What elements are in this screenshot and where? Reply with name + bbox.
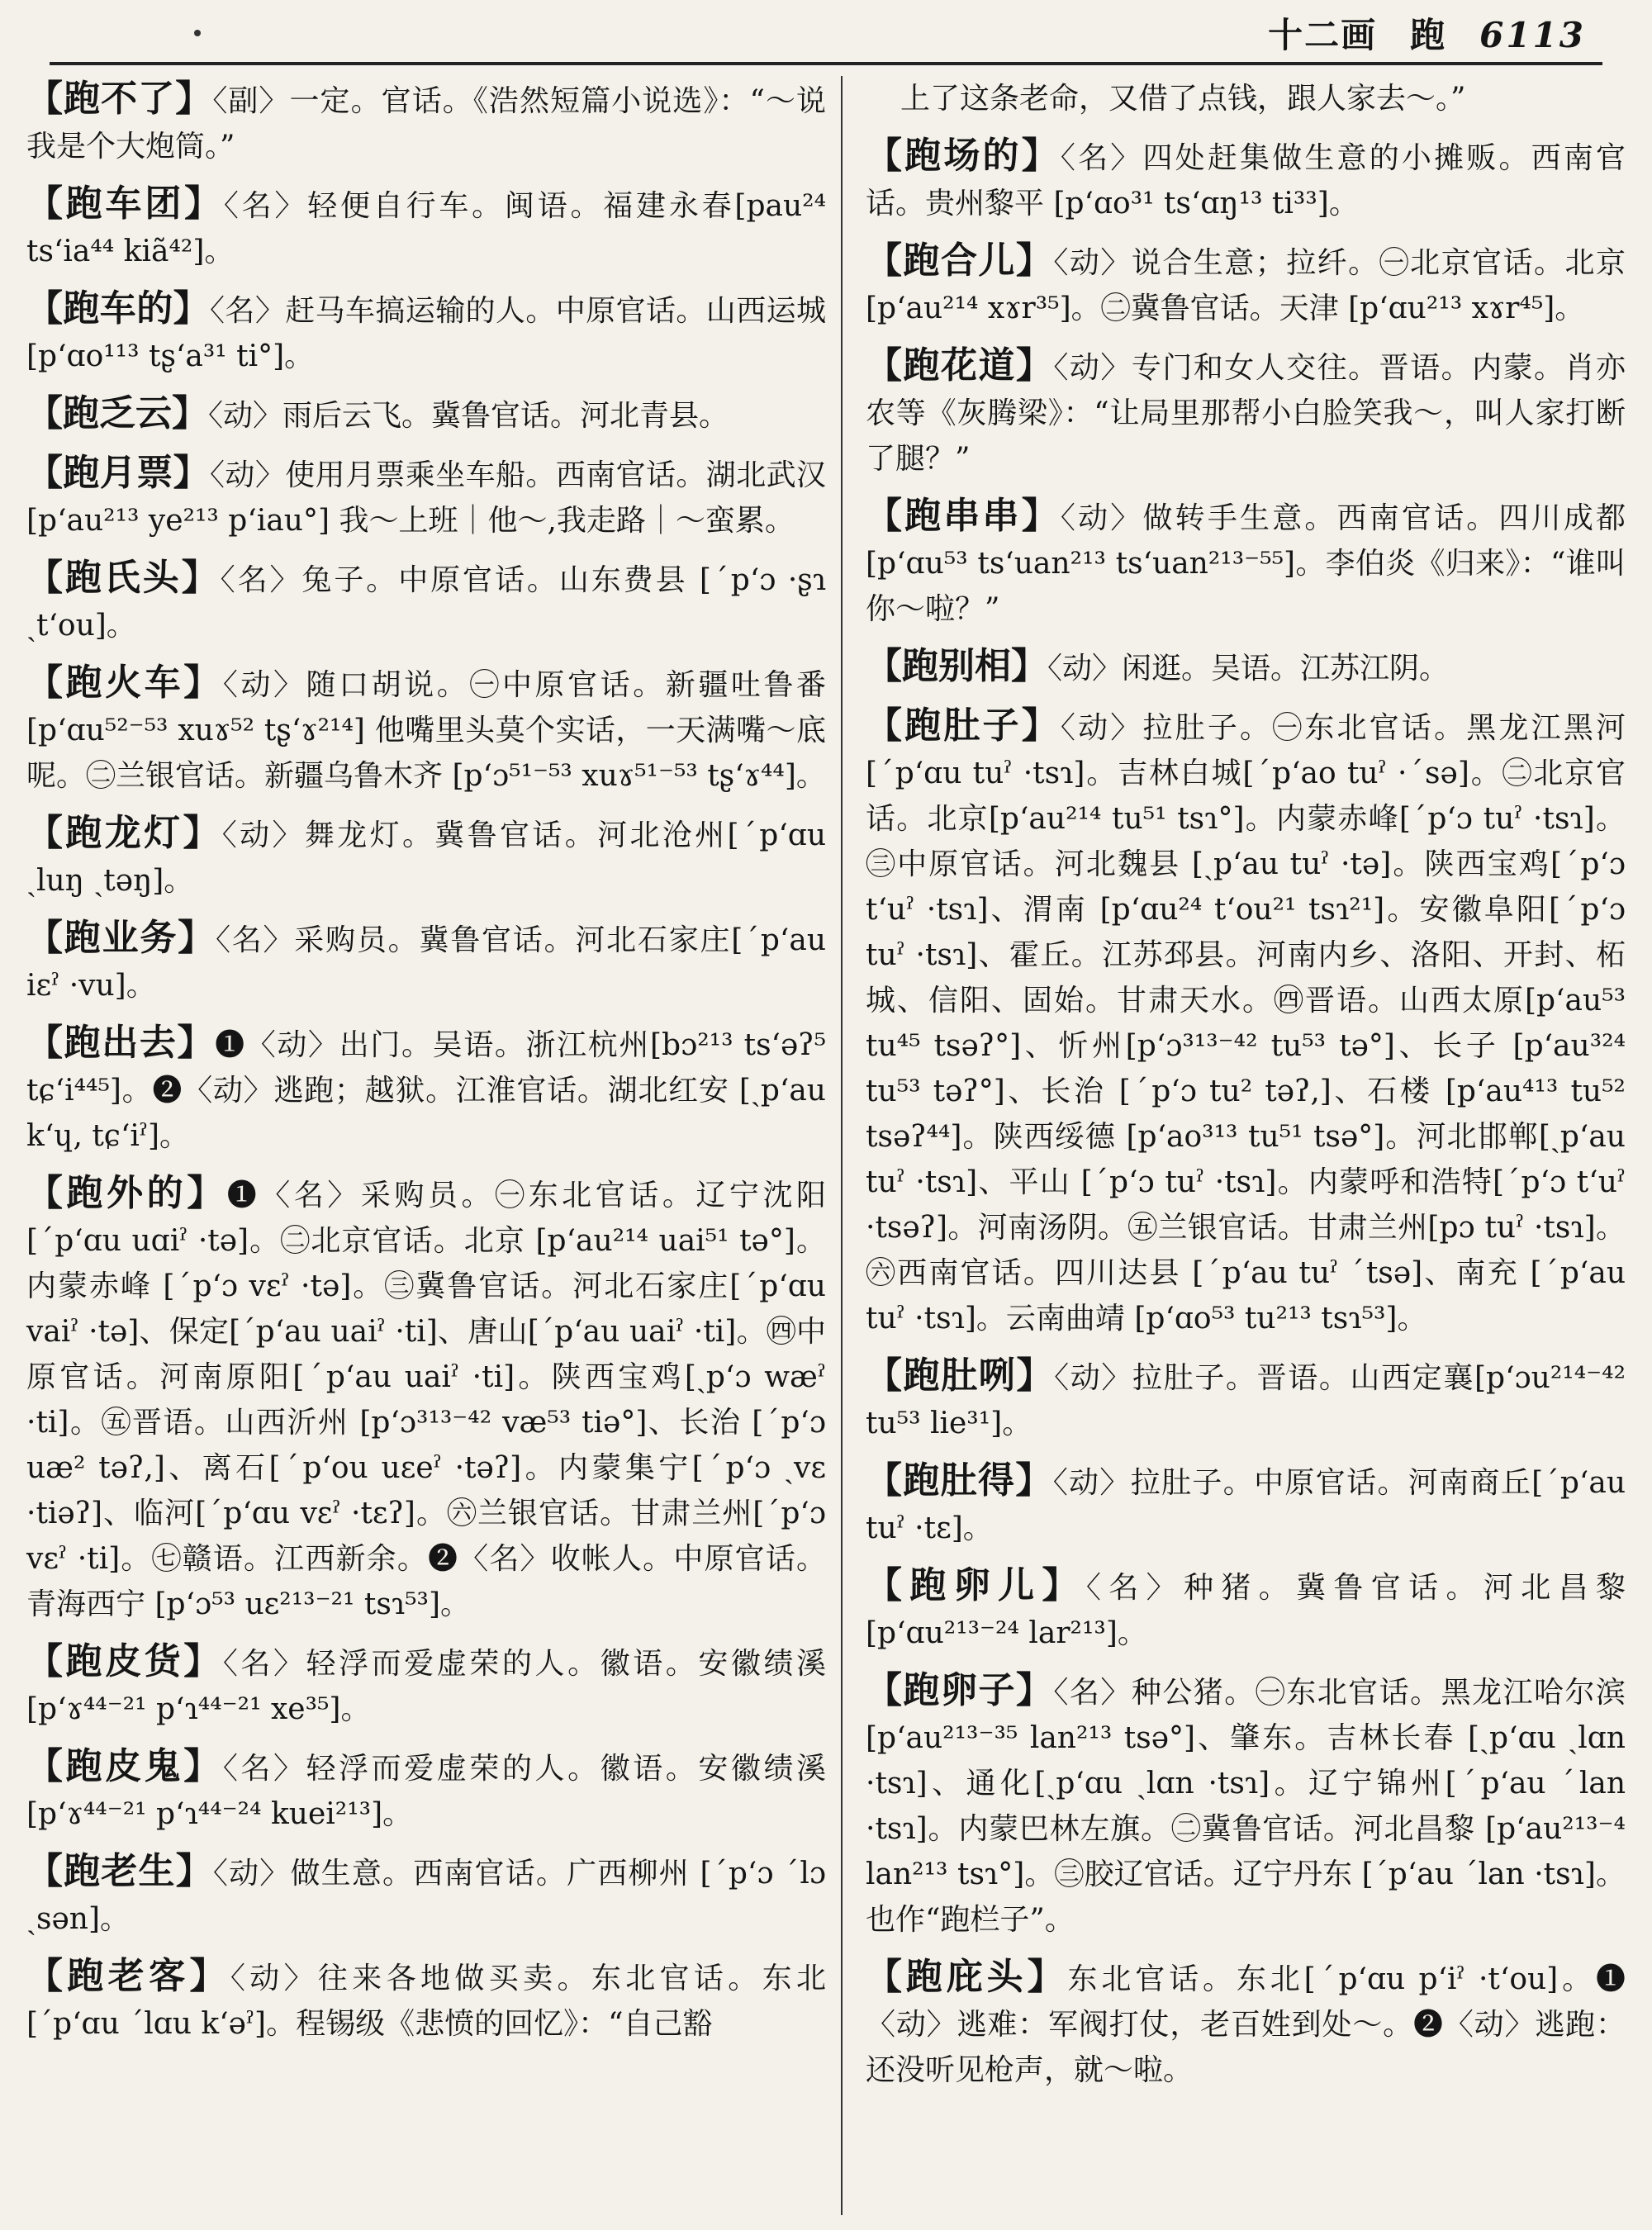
headword-bracket-close: 】 xyxy=(172,392,208,434)
headword-bracket-close: 】 xyxy=(183,1745,223,1787)
header-mark xyxy=(194,30,201,36)
dictionary-entry xyxy=(866,1668,1626,1943)
entry-definition: 东北官话。东北[ˊpʻɑu pʻiˀ ·tʻou]。❶〈动〉逃难：军阀打仗，老百姓到处～。❷〈动〉逃跑：还没听见枪声，就～啦。 xyxy=(866,1962,1626,2087)
dictionary-entry xyxy=(26,915,826,1008)
headword-bracket-open: 【 xyxy=(866,705,905,747)
dictionary-entry xyxy=(866,703,1626,1341)
headword-bracket-open: 【 xyxy=(866,1956,906,1998)
headword-bracket-open: 【 xyxy=(26,1022,64,1064)
entry-headword xyxy=(26,662,223,704)
headword-text: 跑月票 xyxy=(63,452,173,494)
headword-text: 跑场的 xyxy=(904,135,1022,177)
headword-bracket-open: 【 xyxy=(26,662,66,704)
dictionary-entry xyxy=(866,1458,1626,1551)
entry-headword xyxy=(866,1564,1086,1606)
dictionary-entry xyxy=(866,343,1626,482)
headword-bracket-close: 】 xyxy=(1011,645,1047,687)
dictionary-entry xyxy=(26,810,826,904)
headword-bracket-close: 】 xyxy=(1015,1459,1053,1502)
entry-headword xyxy=(866,1459,1053,1502)
dictionary-entry xyxy=(26,555,826,648)
headword-bracket-close: 】 xyxy=(178,917,216,959)
headword-text: 跑卵子 xyxy=(903,1669,1016,1711)
headword-bracket-close: 】 xyxy=(187,1172,227,1214)
headword-text: 跑肚子 xyxy=(904,705,1022,747)
headword-text: 跑乏云 xyxy=(63,392,172,434)
entry-definition: 〈名〉采购员。冀鲁官话。河北石家庄[ˊpʻau iɛˀ ·vu]。 xyxy=(26,923,827,1003)
entry-headword xyxy=(866,705,1061,747)
entry-definition: 〈动〉专门和女人交往。晋语。内蒙。肖亦农等《灰腾梁》：“让局里那帮小白脸笑我～，叫人家打断了腿？” xyxy=(866,351,1626,476)
entry-definition: 〈名〉兔子。中原官话。山东费县 [ˊpʻɔ ·ʂɿ ˏtʻou]。 xyxy=(26,563,827,643)
dictionary-entry xyxy=(26,660,826,799)
headword-text: 跑庇头 xyxy=(905,1956,1028,1998)
headword-bracket-close: 】 xyxy=(1015,1669,1054,1711)
headword-bracket-open: 【 xyxy=(26,557,65,599)
entry-headword xyxy=(26,452,210,494)
page-number: 6113 xyxy=(1479,15,1586,55)
headword-bracket-open: 【 xyxy=(26,392,63,434)
entry-definition: 〈名〉轻浮而爱虚荣的人。徽语。安徽绩溪 [pʻɤ⁴⁴⁻²¹ pʻɿ⁴⁴⁻²¹ xe³⁵]。 xyxy=(26,1647,827,1726)
right-column xyxy=(866,76,1626,2104)
headword-bracket-open: 【 xyxy=(26,183,66,225)
entry-definition: ❶〈名〉采购员。㊀东北官话。辽宁沈阳 [ˊpʻɑu uɑiˀ ·tə]。㊁北京官话。北京 [pʻau²¹⁴ uai⁵¹ tə°]。内蒙赤峰 [ˊpʻɔ vɛˀ ·tə]。㊂冀鲁官话。河北石家庄[ˊpʻɑu vaiˀ ·tə]、保定[ˊpʻau uaiˀ ·ti]、唐山[ˊpʻau uaiˀ ·ti]。㊃中原官话。河南原阳[ˊpʻau uaiˀ ·ti]。陕西宝鸡[ˏpʻɔ wæˀ ·ti]。㊄晋语。山西沂州 [pʻɔ³¹³⁻⁴² væ⁵³ tiə°]、长治 [ˊpʻɔ uæ² təʔ,]、离石[ˊpʻou uɛeˀ ·təʔ]。内蒙集宁[ˊpʻɔ ˏvɛ ·tiəʔ]、临河[ˊpʻɑu vɛˀ ·tɛʔ]。㊅兰银官话。甘肃兰州[ˊpʻɔ vɛˀ ·ti]。㊆赣语。江西新余。❷〈名〉收帐人。中原官话。青海西宁 [pʻɔ⁵³ uɛ²¹³⁻²¹ tsɿ⁵³]。 xyxy=(26,1179,826,1621)
headword-bracket-close: 】 xyxy=(173,287,211,330)
headword-text: 跑肚咧 xyxy=(903,1355,1017,1397)
entry-headword xyxy=(26,917,216,959)
entry-definition: 上了这条老命，又借了点钱，跟人家去～。” xyxy=(900,82,1466,116)
entry-definition: 〈动〉拉肚子。晋语。山西定襄[pʻɔu²¹⁴⁻⁴² tu⁵³ lie³¹]。 xyxy=(866,1361,1626,1440)
headword-bracket-close: 】 xyxy=(183,1640,223,1682)
headword-text: 跑皮鬼 xyxy=(65,1745,184,1787)
headword-bracket-open: 【 xyxy=(26,1745,66,1787)
headword-bracket-open: 【 xyxy=(866,135,905,177)
headword-bracket-open: 【 xyxy=(26,1955,68,1997)
dictionary-entry xyxy=(26,1848,826,1942)
headword-text: 跑出去 xyxy=(64,1022,178,1064)
entry-definition: 〈名〉轻浮而爱虚荣的人。徽语。安徽绩溪 [pʻɤ⁴⁴⁻²¹ pʻɿ⁴⁴⁻²⁴ kuei²¹³]。 xyxy=(26,1752,827,1831)
headword-bracket-open: 【 xyxy=(866,1669,904,1711)
headword-bracket-open: 【 xyxy=(866,344,904,387)
headword-bracket-close: 】 xyxy=(1042,1564,1086,1606)
entry-definition: 〈动〉做转手生意。西南官话。四川成都 [pʻɑu⁵³ tsʻuan²¹³ tsʻuan²¹³⁻⁵⁵]。李伯炎《归来》：“谁叫你～啦？” xyxy=(866,501,1626,626)
entry-headword xyxy=(866,344,1053,387)
page-header xyxy=(50,0,1602,65)
headword-bracket-open: 【 xyxy=(26,1640,66,1682)
dictionary-entry xyxy=(26,1953,826,2047)
entry-headword xyxy=(26,812,222,854)
headword-bracket-open: 【 xyxy=(866,240,904,282)
entry-definition: 〈动〉随口胡说。㊀中原官话。新疆吐鲁番 [pʻɑu⁵²⁻⁵³ xuɤ⁵² tʂʻɤ²¹⁴] 他嘴里头莫个实话，一天满嘴～底呢。㊁兰银官话。新疆乌鲁木齐 [pʻɔ⁵¹⁻⁵³ xuɤ⁵¹⁻⁵³ tʂʻɤ⁴⁴]。 xyxy=(26,668,827,793)
headword-bracket-open: 【 xyxy=(866,1355,904,1397)
entry-definition: 〈名〉赶马车搞运输的人。中原官话。山西运城 [pʻɑo¹¹³ tʂʻa³¹ ti°]。 xyxy=(26,294,827,373)
entry-headword xyxy=(866,495,1061,537)
headword-text: 跑火车 xyxy=(65,662,184,704)
entry-definition: 〈名〉种公猪。㊀东北官话。黑龙江哈尔滨 [pʻau²¹³⁻³⁵ lan²¹³ tsə°]、肇东。吉林长春 [ˏpʻɑu ˏlɑn ·tsɿ]、通化[ˏpʻɑu ˏlɑn ·tsɿ]。辽宁锦州[ˊpʻau ˊlan ·tsɿ]。内蒙巴林左旗。㊁冀鲁官话。河北昌黎 [pʻau²¹³⁻⁴ lan²¹³ tsɿ°]。㊂胶辽官话。辽宁丹东 [ˊpʻau ˊlan ·tsɿ]。也作“跑栏子”。 xyxy=(866,1676,1626,1937)
dictionary-entry xyxy=(866,1954,1626,2093)
headword-bracket-close: 】 xyxy=(1016,1355,1055,1397)
headword-text: 跑龙灯 xyxy=(65,812,183,854)
dictionary-entry xyxy=(26,181,826,274)
dictionary-entry xyxy=(866,493,1626,632)
entry-definition: 〈名〉轻便自行车。闽语。福建永春[pau²⁴ tsʻia⁴⁴ kiã⁴²]。 xyxy=(26,189,826,268)
dictionary-entry xyxy=(26,1020,826,1159)
headword-bracket-close: 】 xyxy=(173,452,211,494)
headword-text: 跑皮货 xyxy=(65,1640,184,1682)
headword-bracket-close: 】 xyxy=(1021,135,1061,177)
entry-headword xyxy=(26,1850,213,1892)
headword-bracket-open: 【 xyxy=(866,1564,910,1606)
dictionary-entry xyxy=(866,133,1626,226)
headword-bracket-close: 】 xyxy=(181,557,221,599)
entry-definition: 〈动〉舞龙灯。冀鲁官话。河北沧州[ˊpʻɑu ˏluŋ ˏtəŋ]。 xyxy=(26,818,827,898)
entry-headword xyxy=(26,1172,227,1214)
headword-text: 跑老生 xyxy=(64,1850,176,1892)
dictionary-entry xyxy=(26,1744,826,1837)
entry-headword xyxy=(26,1640,223,1682)
dictionary-entry xyxy=(866,238,1626,331)
entry-headword xyxy=(866,1956,1067,1998)
headword-text: 跑业务 xyxy=(64,917,178,959)
headword-bracket-close: 】 xyxy=(177,1022,216,1064)
entry-headword xyxy=(26,1022,215,1064)
headword-text: 跑花道 xyxy=(903,344,1016,387)
dictionary-entry xyxy=(866,76,1626,121)
headword-text: 跑车的 xyxy=(63,287,173,330)
headword-bracket-open: 【 xyxy=(866,495,905,537)
headword-bracket-open: 【 xyxy=(26,917,64,959)
headword-bracket-close: 】 xyxy=(1021,705,1061,747)
headword-bracket-open: 【 xyxy=(26,287,64,330)
headword-bracket-close: 】 xyxy=(189,1955,230,1997)
headword-bracket-close: 】 xyxy=(183,662,223,704)
entry-definition: 〈动〉拉肚子。中原官话。河南商丘[ˊpʻau tuˀ ·tɛ]。 xyxy=(866,1466,1626,1545)
entry-headword xyxy=(866,645,1047,687)
entry-headword xyxy=(866,135,1061,177)
entry-definition: 〈动〉使用月票乘坐车船。西南官话。湖北武汉 [pʻau²¹³ ye²¹³ pʻiau°] 我～上班｜他～,我走路｜～蛮累。 xyxy=(26,458,827,538)
entry-definition: 〈动〉拉肚子。㊀东北官话。黑龙江黑河[ˊpʻɑu tuˀ ·tsɿ]。吉林白城[ˊpʻao tuˀ ·ˊsə]。㊁北京官话。北京[pʻau²¹⁴ tu⁵¹ tsɿ°]。内蒙赤峰[ˊpʻɔ tuˀ ·tsɿ]。㊂中原官话。河北魏县 [ˏpʻau tuˀ ·tə]。陕西宝鸡[ˊpʻɔ tʻuˀ ·tsɿ]、渭南 [pʻɑu²⁴ tʻou²¹ tsɿ²¹]。安徽阜阳[ˊpʻɔ tuˀ ·tsɿ]、霍丘。江苏邳县。河南内乡、洛阳、开封、柘城、信阳、固始。甘肃天水。㊃晋语。山西太原[pʻau⁵³ tu⁴⁵ tsəʔ°]、忻州[pʻɔ³¹³⁻⁴² tu⁵³ tə°]、长子 [pʻau³²⁴ tu⁵³ təʔ°]、长治 [ˊpʻɔ tu² təʔ,]、石楼 [pʻau⁴¹³ tu⁵² tsəʔ⁴⁴]。陕西绥德 [pʻao³¹³ tu⁵¹ tsə°]。河北邯郸[ˏpʻau tuˀ ·tsɿ]、平山 [ˊpʻɔ tuˀ ·tsɿ]。内蒙呼和浩特[ˊpʻɔ tʻuˀ ·tsəʔ]。河南汤阴。㊄兰银官话。甘肃兰州[pɔ tuˀ ·tsɿ]。㊅西南官话。四川达县 [ˊpʻau tuˀ ˊtsə]、南充 [ˊpʻau tuˀ ·tsɿ]。云南曲靖 [pʻɑo⁵³ tu²¹³ tsɿ⁵³]。 xyxy=(866,711,1626,1336)
dictionary-entry xyxy=(26,76,826,169)
headword-text: 跑别相 xyxy=(902,645,1011,687)
dictionary-entry xyxy=(866,1353,1626,1446)
entry-headword xyxy=(26,183,224,225)
headword-text: 跑卵儿 xyxy=(909,1564,1042,1606)
entry-headword xyxy=(26,78,212,120)
entry-headword xyxy=(26,392,208,434)
headword-bracket-open: 【 xyxy=(26,1172,67,1214)
entry-headword xyxy=(866,1669,1053,1711)
headword-bracket-close: 】 xyxy=(1015,240,1054,282)
headword-bracket-open: 【 xyxy=(866,1459,904,1502)
dictionary-entry xyxy=(866,643,1626,691)
stroke-label: 十二画 xyxy=(1268,15,1378,55)
running-head xyxy=(1268,8,1586,58)
entry-definition: 〈动〉雨后云飞。冀鲁官话。河北青县。 xyxy=(208,399,729,433)
headword-bracket-open: 【 xyxy=(866,645,902,687)
headword-text: 跑外的 xyxy=(66,1172,188,1214)
headword-bracket-close: 】 xyxy=(175,78,213,120)
headword-bracket-open: 【 xyxy=(26,452,64,494)
headword-bracket-close: 】 xyxy=(175,1850,213,1892)
headword-bracket-close: 】 xyxy=(184,183,224,225)
entry-definition: 〈副〉一定。官话。《浩然短篇小说选》：“～说我是个大炮筒。” xyxy=(26,84,827,164)
entry-headword xyxy=(26,1745,223,1787)
headword-text: 跑氏头 xyxy=(64,557,182,599)
entry-headword xyxy=(866,240,1053,282)
headword-text: 跑车团 xyxy=(65,183,185,225)
entry-headword xyxy=(26,287,210,330)
dictionary-entry xyxy=(26,286,826,379)
entry-headword xyxy=(26,1955,230,1997)
entry-definition: ❶〈动〉出门。吴语。浙江杭州[bɔ²¹³ tsʻəʔ⁵ tɕʻi⁴⁴⁵]。❷〈动〉逃跑；越狱。江淮官话。湖北红安 [ˏpʻau kʻɥ, tɕʻiˀ]。 xyxy=(26,1028,827,1153)
headword-bracket-close: 】 xyxy=(1015,344,1054,387)
entry-definition: 〈动〉往来各地做买卖。东北官话。东北 [ˊpʻɑu ˊlɑu kʻəˀ]。程锡级《悲愤的回忆》：“自己豁 xyxy=(26,1962,827,2041)
entry-definition: 〈动〉做生意。西南官话。广西柳州 [ˊpʻɔ ˊlɔ ˏsən]。 xyxy=(26,1857,827,1936)
entry-headword xyxy=(26,557,221,599)
entry-definition: 〈名〉种猪。冀鲁官话。河北昌黎[pʻɑu²¹³⁻²⁴ lar²¹³]。 xyxy=(866,1571,1626,1650)
headword-text: 跑肚得 xyxy=(903,1459,1016,1502)
entry-definition: 〈名〉四处赶集做生意的小摊贩。西南官话。贵州黎平 [pʻɑo³¹ tsʻɑŋ¹³ ti³³]。 xyxy=(866,141,1626,221)
headword-bracket-open: 【 xyxy=(26,812,66,854)
dictionary-entry xyxy=(26,1170,826,1627)
headword-text: 跑串串 xyxy=(904,495,1022,537)
dictionary-entry xyxy=(26,1639,826,1732)
column-divider xyxy=(841,76,843,2215)
left-column xyxy=(26,76,826,2058)
dictionary-entry xyxy=(26,391,826,439)
dictionary-entry xyxy=(26,450,826,543)
headword-bracket-open: 【 xyxy=(26,78,64,120)
headword-bracket-close: 】 xyxy=(1027,1956,1068,1998)
entry-definition: 〈动〉说合生意；拉纤。㊀北京官话。北京 [pʻau²¹⁴ xɤr³⁵]。㊁冀鲁官话。天津 [pʻɑu²¹³ xɤr⁴⁵]。 xyxy=(866,246,1626,325)
headword-bracket-close: 】 xyxy=(183,812,222,854)
entry-definition: 〈动〉闲逛。吴语。江苏江阴。 xyxy=(1047,652,1450,686)
entry-headword xyxy=(866,1355,1054,1397)
headword-bracket-close: 】 xyxy=(1021,495,1061,537)
dictionary-entry xyxy=(866,1563,1626,1656)
headword-bracket-open: 【 xyxy=(26,1850,64,1892)
headword-text: 跑合儿 xyxy=(903,240,1016,282)
headword-text: 跑老客 xyxy=(67,1955,190,1997)
head-char: 跑 xyxy=(1410,15,1447,55)
headword-text: 跑不了 xyxy=(64,78,176,120)
